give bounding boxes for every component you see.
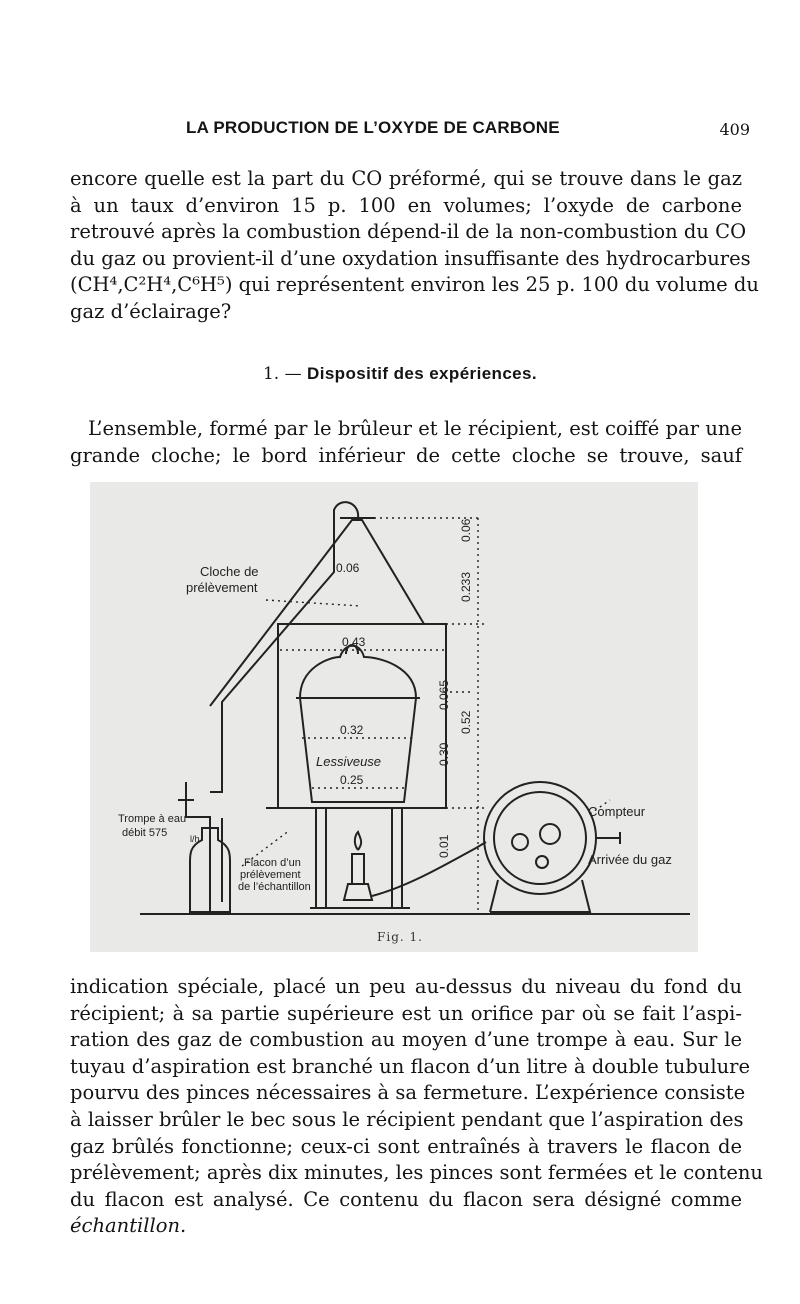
dim-lessiveuse-bottom: 0.25 [340, 773, 364, 787]
text-line: indication spéciale, placé un peu au-dessus du niveau du fond du [70, 975, 742, 998]
running-header [70, 118, 750, 146]
label-flacon-3: de l’échantillon [238, 881, 311, 893]
apparatus-figure [90, 482, 698, 952]
dim-right-001: 0.01 [437, 834, 451, 858]
dim-right-0233: 0.233 [459, 571, 473, 602]
text-line: échantillon. [70, 1214, 187, 1238]
paragraph-2 [70, 416, 742, 469]
label-flacon-1: Flacon d’un [244, 857, 301, 869]
label-prelevement: prélèvement [186, 580, 258, 595]
text-line: gaz d’éclairage? [70, 299, 232, 323]
text-line: ration des gaz de combustion au moyen d’une trompe à eau. Sur le [70, 1028, 742, 1052]
text-line: tuyau d’aspiration est branché un flacon d’un litre à double tubulure [70, 1054, 751, 1078]
label-debit: débit 575 [122, 827, 168, 839]
dimension-lines [242, 518, 610, 914]
text-line: du gaz ou provient-il d’une oxydation insuffisante des hydrocarbures [70, 246, 751, 270]
text-line: du flacon est analysé. Ce contenu du flacon sera désigné comme [70, 1187, 742, 1211]
text-line: pourvu des pinces nécessaires à sa fermeture. L’expérience consiste [70, 1081, 746, 1105]
running-title: LA PRODUCTION DE L’OXYDE DE CARBONE [186, 118, 560, 137]
text-line: gaz brûlés fonctionne; ceux-ci sont entraînés à travers le flacon de [70, 1134, 742, 1158]
suction-pipe [210, 502, 358, 792]
label-flacon-2: prélèvement [240, 869, 301, 881]
figure-caption: Fig. 1. [377, 930, 423, 944]
text-line: retrouvé après la combustion dépend-il de la non-combustion du CO [70, 220, 747, 244]
dim-top-gap: 0.06 [336, 561, 360, 575]
dim-right-006: 0.06 [459, 518, 473, 542]
paragraph-3 [70, 974, 763, 1240]
label-debit-unit: l/h [190, 834, 200, 844]
burner-icon [344, 832, 372, 900]
stand-icon [310, 808, 410, 908]
label-cloche: Cloche de [200, 564, 259, 579]
text-line: prélèvement; après dix minutes, les pinces sont fermées et le contenu [70, 1161, 763, 1185]
text-line: (CH⁴,C²H⁴,C⁶H⁵) qui représentent environ les 25 p. 100 du volume du [70, 273, 759, 297]
gas-pipe [372, 842, 486, 896]
dim-right-0065: 0.065 [437, 679, 451, 710]
text-line: encore quelle est la part du CO préformé, qui se trouve dans le gaz [70, 167, 742, 190]
label-arrivee: Arrivée du gaz [588, 852, 672, 867]
page-number: 409 [719, 120, 750, 139]
dim-cloche-width: 0.43 [342, 635, 366, 649]
label-compteur: Compteur [588, 804, 646, 819]
section-number: 1. — [262, 364, 302, 384]
text-line: L’ensemble, formé par le brûleur et le récipient, est coiffé par une [88, 417, 742, 440]
compteur-icon [484, 782, 620, 912]
paragraph-1 [70, 166, 759, 326]
label-trompe: Trompe à eau [118, 813, 187, 825]
section-title: Dispositif des expériences. [307, 364, 538, 383]
text-line: à un taux d’environ 15 p. 100 en volumes; l’oxyde de carbone [70, 193, 742, 217]
text-line: grande cloche; le bord inférieur de cette cloche se trouve, sauf [70, 443, 742, 467]
section-heading [0, 364, 800, 384]
dim-right-030: 0.30 [437, 742, 451, 766]
dim-lessiveuse-top: 0.32 [340, 723, 364, 737]
dim-right-052: 0.52 [459, 710, 473, 734]
label-lessiveuse: Lessiveuse [316, 754, 382, 769]
text-line: récipient; à sa partie supérieure est un orifice par où se fait l’aspi- [70, 1001, 742, 1025]
text-line: à laisser brûler le bec sous le récipient pendant que l’aspiration des [70, 1107, 744, 1131]
